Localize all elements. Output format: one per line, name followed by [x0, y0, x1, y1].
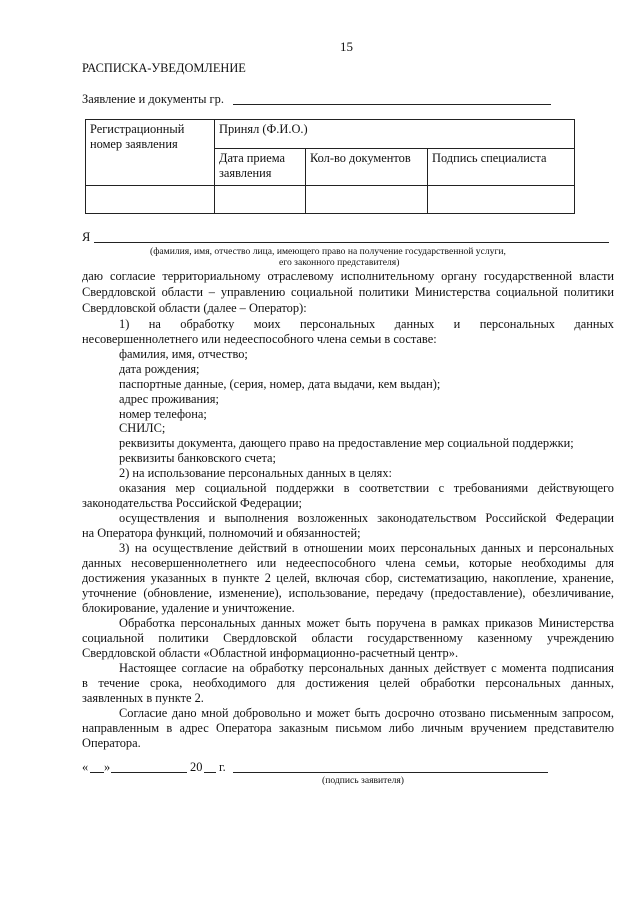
- date-quote-close: »: [104, 760, 111, 774]
- text-line: фамилия, имя, отчество;: [119, 347, 248, 361]
- text-line: Согласие дано мной добровольно и может быть досрочно отозвано письменным запросом,: [119, 706, 614, 720]
- text-line: уточнение (обновление, изменение), использование, передачу (предоставление), обезличивание,: [82, 586, 614, 600]
- applicant-name-line[interactable]: [233, 104, 551, 105]
- text-line: Оператора.: [82, 736, 141, 750]
- signature-line[interactable]: [233, 772, 548, 773]
- consent-pronoun: Я: [82, 230, 91, 244]
- text-line: Обработка персональных данных может быть поручена в рамках приказов Министерства: [119, 616, 614, 630]
- text-line: Свердловской области – управлению социальной политики Министерства социальной политики: [82, 285, 614, 299]
- text-line: Свердловской области «Областной информационно-расчетный центр».: [82, 646, 459, 660]
- text-line: несовершеннолетнего или недееспособного члена семьи в составе:: [82, 332, 437, 346]
- text-line: адрес проживания;: [119, 392, 219, 406]
- text-line: на Оператора функций, полномочий и обязанностей;: [82, 526, 361, 540]
- signature-hint: (подпись заявителя): [322, 775, 405, 786]
- statement-label: Заявление и документы гр.: [82, 92, 224, 106]
- text-line: Настоящее согласие на обработку персональных данных действует с момента подписания: [119, 661, 614, 675]
- text-line: номер телефона;: [119, 407, 207, 421]
- text-line: законодательства Российской Федерации;: [82, 496, 302, 510]
- text-line: достижения указанных в пункте 2 целей, включая сбор, систематизацию, накопление, хранение,: [82, 571, 614, 585]
- text-line: осуществления и выполнения возложенных законодательством Российской Федерации: [119, 511, 614, 525]
- year-prefix: 20: [190, 760, 203, 774]
- text-line: социальной политики Свердловской области государственному казенному учреждению: [82, 631, 614, 645]
- text-line: блокирование, удаление и уничтожение.: [82, 601, 295, 615]
- text-line: паспортные данные, (серия, номер, дата выдачи, кем выдан);: [119, 377, 441, 391]
- reg-number-header: Регистрационный номер заявления: [86, 120, 215, 186]
- text-line: 3) на осуществление действий в отношении моих персональных данных и персональных: [119, 541, 614, 555]
- date-received-header: Дата приема заявления: [215, 149, 306, 186]
- specialist-signature-cell[interactable]: [428, 186, 575, 214]
- text-line: реквизиты банковского счета;: [119, 451, 276, 465]
- text-line: данных несовершеннолетнего или недееспособного члена семьи, которые необходимы для: [82, 556, 614, 570]
- date-received-cell[interactable]: [215, 186, 306, 214]
- doc-count-header: Кол-во документов: [306, 149, 428, 186]
- text-line: заявленных в пункте 2.: [82, 691, 204, 705]
- accepted-header: Принял (Ф.И.О.): [215, 120, 575, 149]
- year-suffix: г.: [219, 760, 226, 774]
- text-line: 1) на обработку моих персональных данных и персональных данных: [119, 317, 614, 331]
- text-line: дата рождения;: [119, 362, 200, 376]
- month-line[interactable]: [111, 772, 187, 773]
- text-line: оказания мер социальной поддержки в соответствии с требованиями действующего: [119, 481, 614, 495]
- doc-count-cell[interactable]: [306, 186, 428, 214]
- consent-name-line[interactable]: [94, 242, 609, 243]
- text-line: в течение срока, необходимого для достижения целей обработки персональных данных,: [82, 676, 614, 690]
- day-line[interactable]: [90, 772, 104, 773]
- reg-number-cell[interactable]: [86, 186, 215, 214]
- text-line: направленным в адрес Оператора заказным письмом либо личным вручением представителю: [82, 721, 614, 735]
- text-line: СНИЛС;: [119, 421, 166, 435]
- consent-hint-1: (фамилия, имя, отчество лица, имеющего право на получение государственной услуги,: [150, 246, 506, 257]
- text-line: реквизиты документа, дающего право на предоставление мер социальной поддержки;: [119, 436, 574, 450]
- text-line: даю согласие территориальному отраслевому исполнительному органу государственной власти: [82, 269, 614, 283]
- text-line: 2) на использование персональных данных в целях:: [119, 466, 392, 480]
- year-line[interactable]: [204, 772, 216, 773]
- page-number: 15: [340, 39, 353, 54]
- specialist-signature-header: Подпись специалиста: [428, 149, 575, 186]
- consent-hint-2: его законного представителя): [279, 257, 400, 268]
- registration-table: [85, 119, 575, 214]
- text-line: Свердловской области (далее – Оператор):: [82, 301, 307, 315]
- date-quote-open: «: [82, 760, 89, 774]
- document-title: РАСПИСКА-УВЕДОМЛЕНИЕ: [82, 61, 246, 75]
